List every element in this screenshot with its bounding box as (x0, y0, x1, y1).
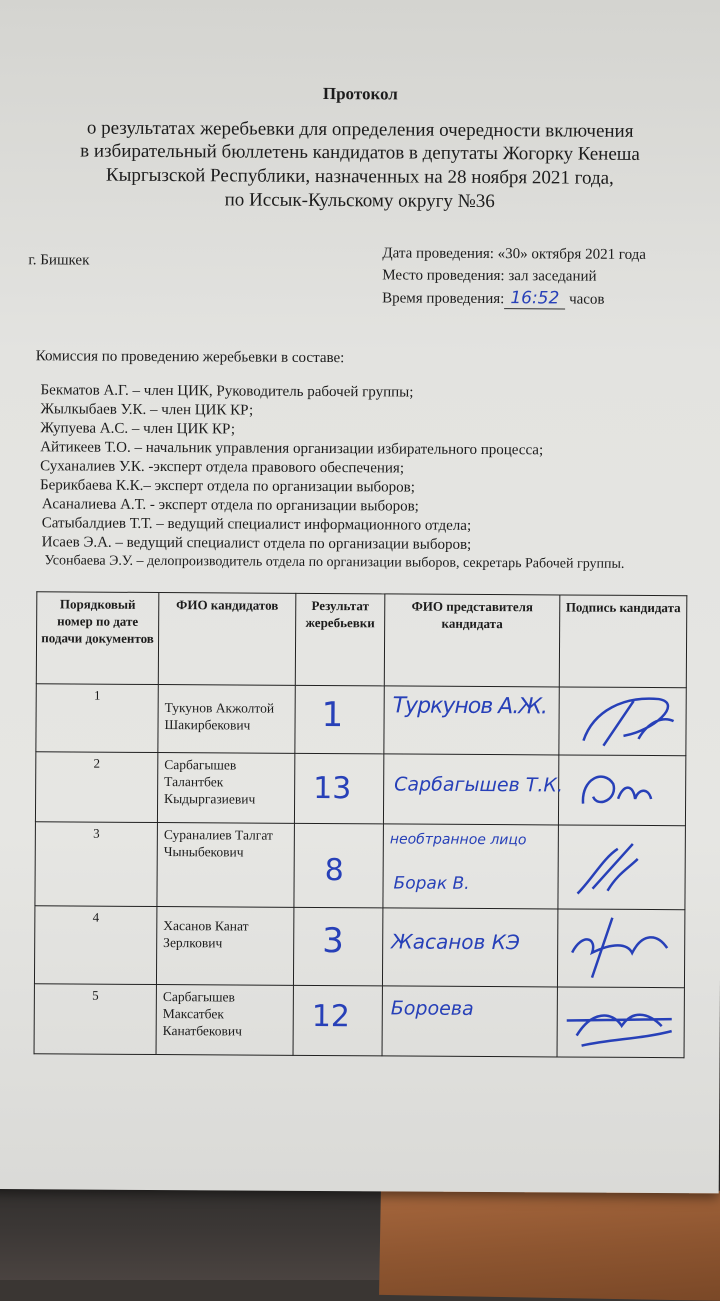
time-label: Время проведения: (382, 290, 505, 308)
candidate-name: Хасанов Канат Зерлкович (156, 907, 293, 986)
place-line: Место проведения: зал заседаний (382, 267, 597, 285)
subtitle-line-1: о результатах жеребьевки для определения очередности включения (86, 117, 634, 142)
draw-result-cell (294, 823, 384, 908)
signature-image (562, 990, 680, 1053)
draw-result: 3 (322, 921, 344, 962)
representative-cell (382, 908, 557, 987)
draw-result: 12 (311, 998, 351, 1035)
draw-result-cell (293, 985, 382, 1056)
signature-image (563, 758, 681, 821)
candidate-name: Сураналиев Талгат Чыныбекович (157, 823, 295, 908)
table-row (34, 906, 684, 988)
representative-cell (383, 824, 559, 909)
representative-cell (384, 686, 559, 755)
header-order: Порядковый номер по дате подачи документов (36, 592, 159, 685)
row-number: 5 (34, 984, 156, 1055)
member-line: Сатыбалдиев Т.Т. – ведущий специалист информационного отдела; (41, 515, 472, 534)
subtitle-line-3: Кыргызской Республики, назначенных на 28 ноября 2021 года, (105, 164, 614, 189)
table-row (36, 684, 686, 756)
representative-cell (382, 986, 557, 1057)
signature-cell (558, 825, 686, 910)
member-line: Жылкыбаев У.К. – член ЦИК КР; (40, 401, 254, 419)
representative-name: Жасанов КЭ (391, 929, 520, 955)
signature-image (562, 912, 680, 983)
time-unit: часов (569, 291, 605, 308)
member-line: Асаналиева А.Т. - эксперт отдела по организации выборов; (41, 496, 419, 515)
draw-result: 8 (324, 853, 344, 889)
draw-result-cell (294, 753, 383, 824)
time-line (382, 288, 605, 308)
member-line: Усонбаева Э.У. – делопроизводитель отдела по организации выборов, секретарь Рабочей группы. (44, 553, 625, 572)
representative-cell (383, 754, 564, 825)
date-line: Дата проведения: «30» октября 2021 года (382, 245, 647, 263)
row-number: 4 (34, 906, 156, 985)
representative-name: Туркунов А.Ж. (392, 693, 548, 720)
header-fio: ФИО кандидатов (158, 593, 296, 686)
representative-name-2: Борак В. (393, 873, 470, 894)
representative-name: Бороева (390, 997, 474, 1020)
candidate-name: Тукунов Акжолтой Шакирбекович (158, 685, 295, 754)
wooden-table-edge (379, 1185, 720, 1301)
table-row (34, 984, 684, 1058)
table-row (35, 822, 686, 910)
draw-result: 1 (321, 695, 344, 736)
representative-name: Сарбагышев Т.К. (394, 773, 564, 797)
header-result: Результат жеребьевки (295, 593, 385, 686)
subtitle-line-2: в избирательный бюллетень кандидатов в депутаты Жогорку Кенеша (80, 140, 640, 165)
signature-cell (557, 987, 684, 1058)
signature-cell (558, 755, 685, 826)
member-line: Бекматов А.Г. – член ЦИК, Руководитель рабочей группы; (40, 382, 414, 401)
representative-name: необтранное лицо (389, 831, 527, 849)
table-header-row (36, 592, 687, 688)
member-line: Исаев Э.А. – ведущий специалист отдела по организации выборов; (41, 534, 472, 553)
candidate-name: Сарбагышев Максатбек Канатбекович (156, 984, 293, 1055)
member-line: Айтикеев Т.О. – начальник управления организации избирательного процесса; (40, 439, 544, 459)
row-number: 3 (35, 822, 158, 907)
member-line: Суханалиев У.К. -эксперт отдела правового обеспечения; (40, 458, 405, 477)
member-line: Берикбаева К.К.– эксперт отдела по организации выборов; (39, 477, 416, 496)
member-line: Жупуева А.С. – член ЦИК КР; (40, 420, 236, 438)
header-representative: ФИО представителя кандидата (384, 594, 560, 687)
table-row (35, 752, 685, 826)
subtitle-line-4: по Иссык-Кульскому округу №36 (224, 189, 495, 213)
signature-image (563, 690, 681, 751)
commission-intro: Комиссия по проведению жеребьевки в составе: (35, 348, 345, 367)
signature-cell (559, 687, 686, 756)
row-number: 1 (36, 684, 158, 753)
draw-result-cell (293, 907, 382, 986)
time-value: 16:52 (504, 288, 565, 309)
draw-result-cell (295, 685, 384, 754)
signature-image (562, 828, 680, 905)
results-table (34, 591, 688, 1058)
city: г. Бишкек (28, 252, 90, 269)
header-signature: Подпись кандидата (559, 595, 687, 688)
draw-result: 13 (313, 770, 352, 807)
doc-title: Протокол (322, 83, 398, 104)
signature-cell (557, 909, 684, 988)
row-number: 2 (35, 752, 157, 823)
candidate-name: Сарбагышев Талантбек Кыдыргазиевич (157, 753, 294, 824)
